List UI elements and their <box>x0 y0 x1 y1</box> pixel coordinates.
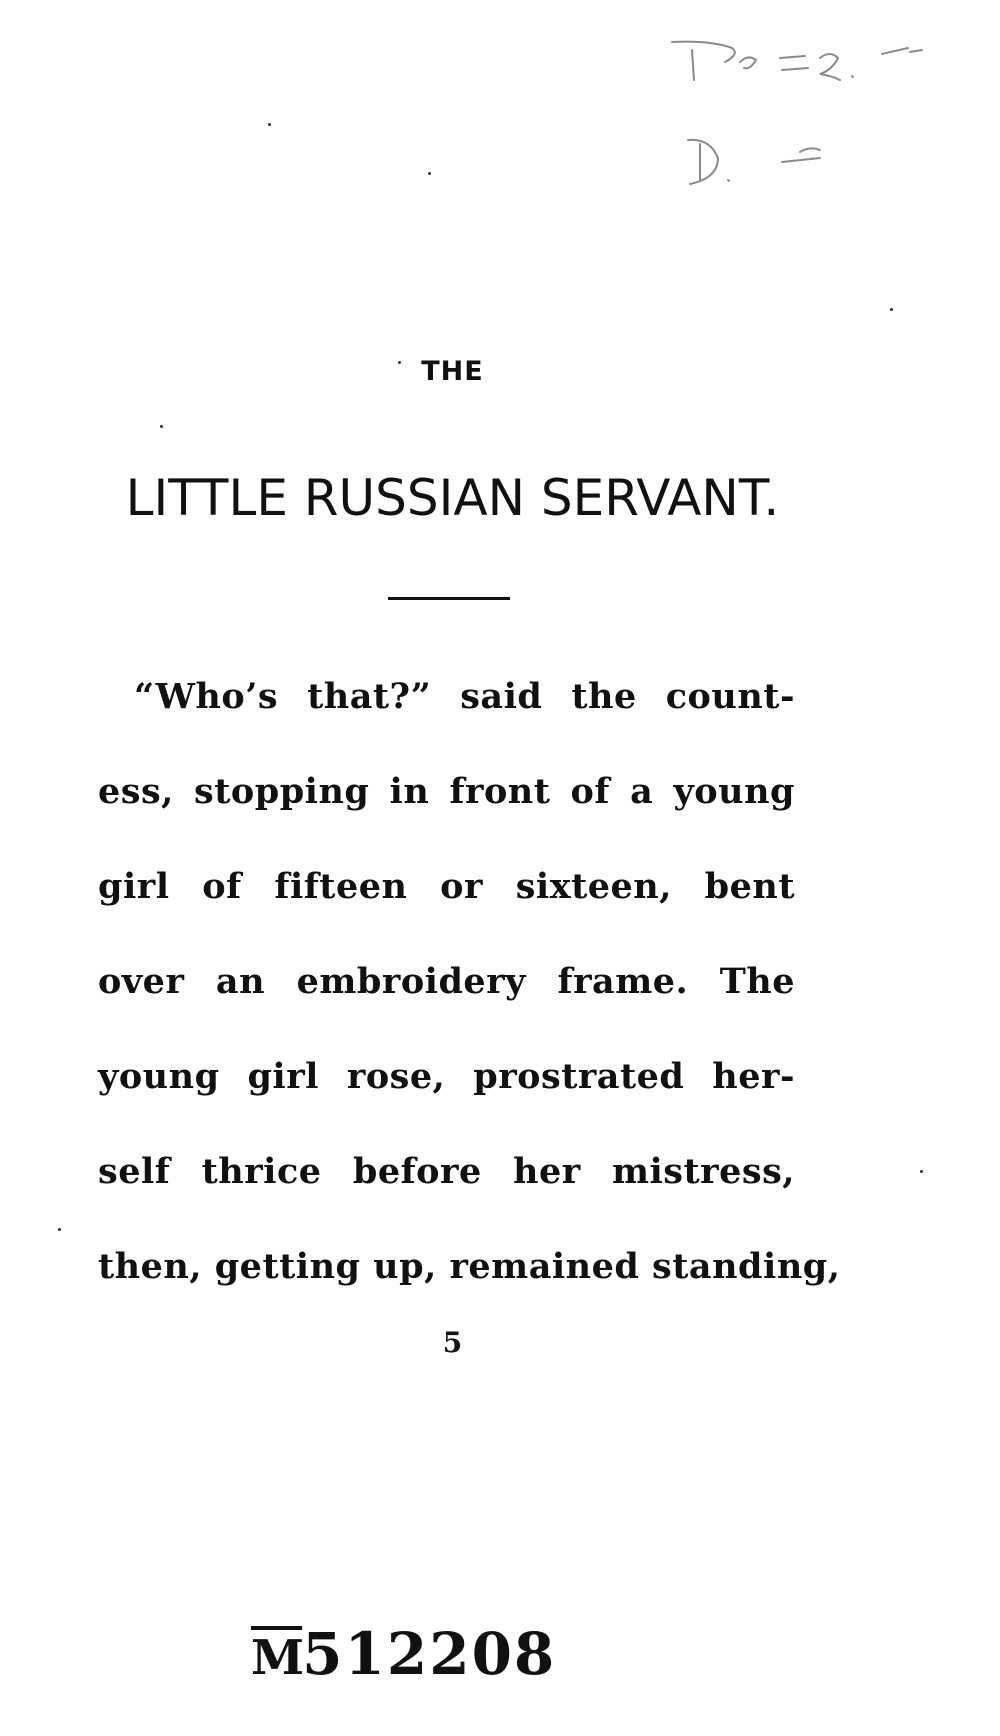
chapter-title: LITTLE RUSSIAN SERVANT. <box>125 469 780 527</box>
title-divider <box>388 597 510 600</box>
text-line: young girl rose, prostrated her- <box>98 1056 795 1097</box>
paper-speck <box>920 1170 923 1173</box>
page-number: 5 <box>442 1326 463 1359</box>
library-stamp <box>251 1620 556 1688</box>
pencil-annotation <box>670 40 970 220</box>
title-article: THE <box>421 356 484 387</box>
text-line: girl of fifteen or sixteen, bent <box>98 866 795 907</box>
paper-speck <box>58 1228 61 1231</box>
text-line: “Who’s that?” said the count- <box>134 676 795 717</box>
paper-speck <box>268 123 271 126</box>
text-line: self thrice before her mistress, <box>98 1151 795 1192</box>
text-line: then, getting up, remained standing, <box>98 1246 841 1287</box>
body-paragraph <box>98 662 841 1327</box>
library-stamp-number: 512208 <box>302 1620 557 1688</box>
text-line: over an embroidery frame. The <box>98 961 795 1002</box>
paper-speck <box>428 172 431 175</box>
text-line: ess, stopping in front of a young <box>98 771 795 812</box>
paper-speck <box>160 425 163 428</box>
paper-speck <box>890 308 893 311</box>
library-stamp-prefix: $\overline{M}$ <box>251 1630 303 1686</box>
